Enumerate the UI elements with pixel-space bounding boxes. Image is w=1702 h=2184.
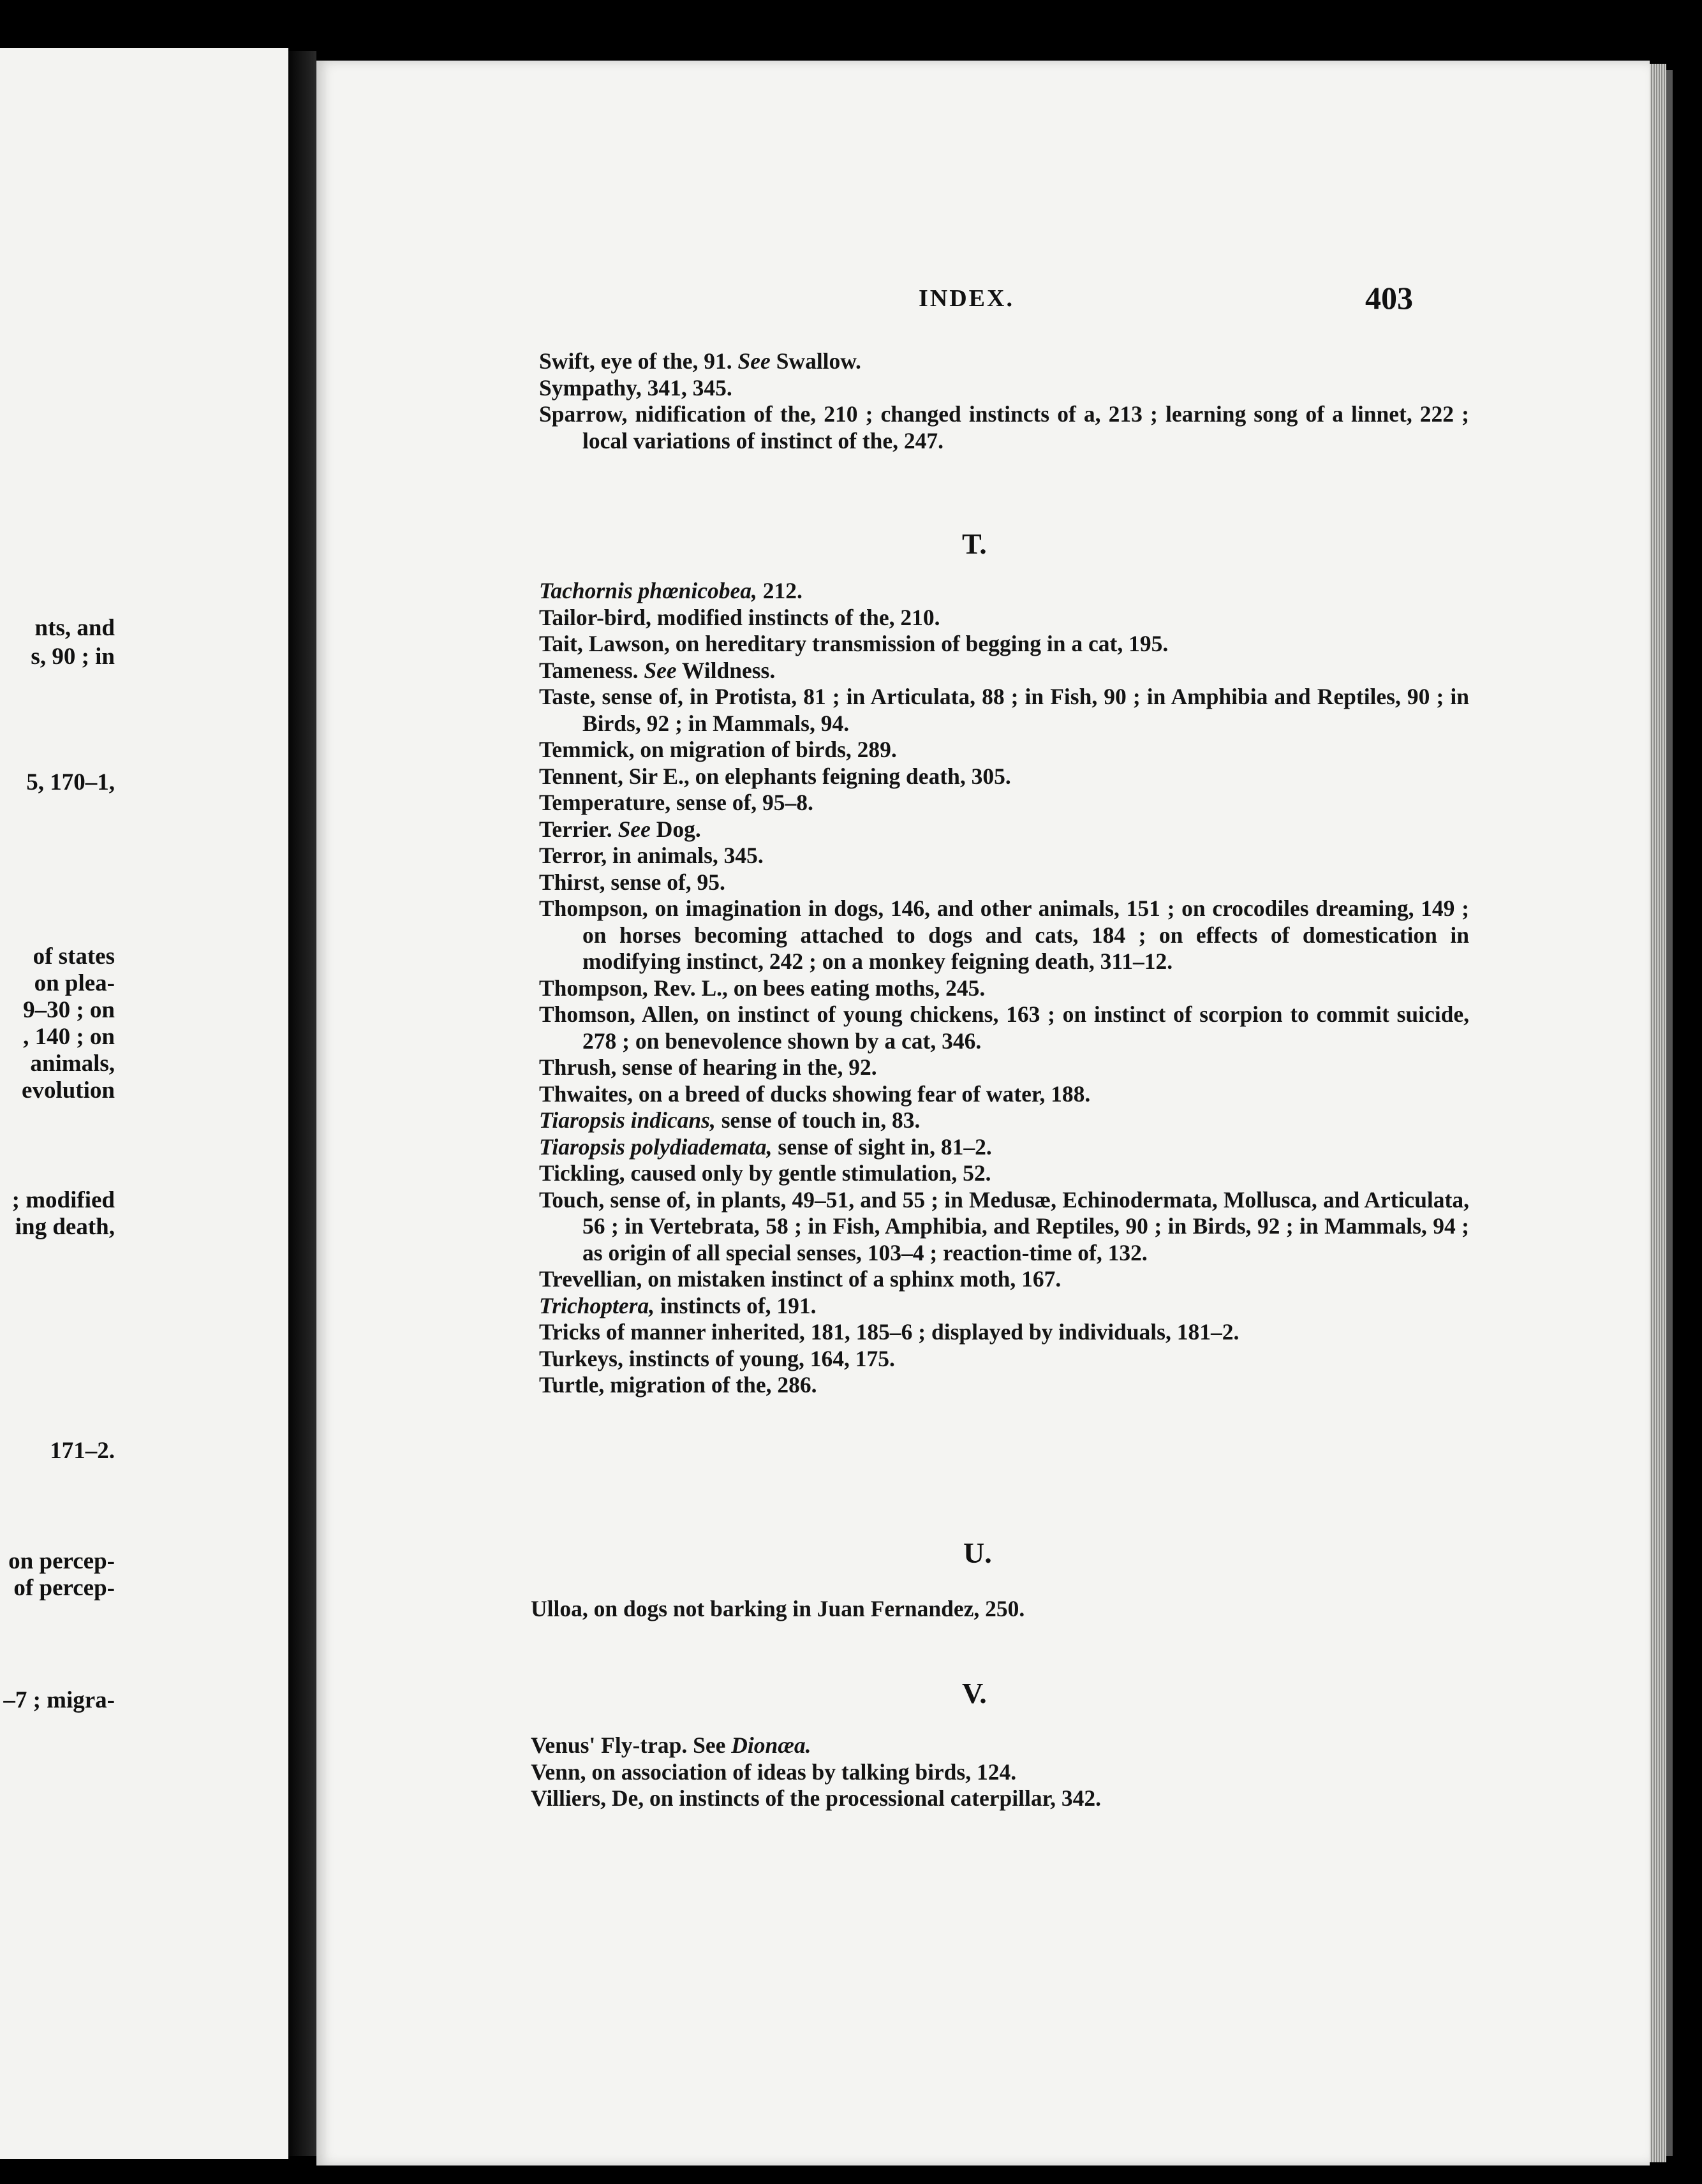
section-letter-t: T.	[962, 528, 987, 560]
page-number: 403	[1365, 280, 1413, 316]
index-entry: Temperature, sense of, 95–8.	[539, 790, 813, 815]
index-entry: Turtle, migration of the, 286.	[539, 1372, 817, 1398]
index-entries-s	[539, 348, 1469, 454]
index-entry: Thompson, on imagination in dogs, 146, and other animals, 151 ; on crocodiles dreaming, 149 ; on horses becoming attached to dogs and cats, 184 ; on effects of domestication in modifying instinct, 242 ; on a monkey feigning death, 311–12.	[539, 896, 1469, 974]
index-entry: Tait, Lawson, on hereditary transmission of begging in a cat, 195.	[539, 631, 1169, 656]
index-entry: Tennent, Sir E., on elephants feigning death, 305.	[539, 763, 1011, 789]
index-entry: Tiaropsis polydiademata, sense of sight in, 81–2.	[539, 1133, 992, 1160]
index-entry: Venn, on association of ideas by talking birds, 124.	[531, 1759, 1017, 1785]
left-fragment: 5, 170–1,	[26, 769, 115, 795]
left-fragment: animals,	[30, 1051, 115, 1077]
index-entry: Trichoptera, instincts of, 191.	[539, 1292, 817, 1318]
left-fragment: , 140 ; on	[23, 1024, 115, 1050]
index-entry: Trevellian, on mistaken instinct of a sphinx moth, 167.	[539, 1266, 1062, 1292]
index-entry: Sympathy, 341, 345.	[539, 374, 732, 401]
index-entry: Swift, eye of the, 91. See Swallow.	[539, 348, 861, 374]
running-header: INDEX.	[919, 285, 1014, 312]
left-fragment: evolution	[22, 1077, 115, 1103]
index-entries-t	[539, 578, 1469, 1399]
index-entry: Thirst, sense of, 95.	[539, 869, 725, 895]
index-entry: Temmick, on migration of birds, 289.	[539, 737, 897, 762]
index-entry: Terrier. See Dog.	[539, 816, 701, 842]
section-letter-v: V.	[962, 1677, 987, 1709]
left-fragment: on percep-	[8, 1548, 115, 1574]
index-entry: Tailor-bird, modified instincts of the, 210.	[539, 604, 940, 630]
left-fragment: ; modified	[11, 1187, 115, 1213]
index-entry: Sparrow, nidification of the, 210 ; changed instincts of a, 213 ; learning song of a linnet, 222 ; local variations of instinct of the, 247.	[539, 401, 1469, 454]
index-entry: Tickling, caused only by gentle stimulation, 52.	[539, 1160, 991, 1186]
index-entry: Tameness. See Wildness.	[539, 657, 776, 683]
left-fragment: ing death,	[15, 1214, 115, 1240]
page-edge	[1650, 64, 1666, 2162]
left-fragment: –7 ; migra-	[3, 1687, 115, 1713]
index-entry: Taste, sense of, in Protista, 81 ; in Articulata, 88 ; in Fish, 90 ; in Amphibia and Reptiles, 90 ; in Birds, 92 ; in Mammals, 94.	[539, 684, 1469, 736]
left-fragment: of states	[33, 943, 115, 970]
book-gutter	[288, 51, 316, 2156]
index-entry: Ulloa, on dogs not barking in Juan Fernandez, 250.	[531, 1596, 1025, 1621]
left-fragment: 9–30 ; on	[23, 997, 115, 1023]
index-entry: Terror, in animals, 345.	[539, 843, 764, 868]
left-page	[0, 48, 288, 2159]
index-entry: Thomson, Allen, on instinct of young chickens, 163 ; on instinct of scorpion to commit suicide, 278 ; on benevolence shown by a cat, 346.	[539, 1001, 1469, 1054]
left-fragment: of percep-	[13, 1575, 115, 1601]
index-entry: Venus' Fly-trap. See Dionæa.	[531, 1732, 811, 1758]
index-entry: Thompson, Rev. L., on bees eating moths, 245.	[539, 975, 986, 1001]
index-entry: Turkeys, instincts of young, 164, 175.	[539, 1345, 895, 1371]
left-fragment: s, 90 ; in	[31, 644, 115, 670]
page-edge-shadow	[1666, 70, 1673, 2156]
index-entry: Touch, sense of, in plants, 49–51, and 55 ; in Medusæ, Echinodermata, Mollusca, and Articulata, 56 ; in Vertebrata, 58 ; in Fish, Amphibia, and Reptiles, 90 ; in Birds, 92 ; in Mammals, 94 ; as origin of all special senses, 103–4 ; reaction-time of, 132.	[539, 1186, 1469, 1265]
index-entry: Thrush, sense of hearing in the, 92.	[539, 1054, 877, 1080]
left-fragment: on plea-	[34, 970, 115, 996]
index-entry: Tachornis phœnicobea, 212.	[539, 578, 803, 603]
index-entries-u	[531, 1596, 1461, 1623]
left-fragment: nts, and	[34, 615, 115, 641]
section-letter-u: U.	[963, 1537, 992, 1569]
index-entry: Tiaropsis indicans, sense of touch in, 83.	[539, 1107, 921, 1133]
index-entry: Villiers, De, on instincts of the processional caterpillar, 342.	[531, 1785, 1102, 1811]
index-entries-v	[531, 1732, 1461, 1812]
left-fragment: 171–2.	[50, 1438, 115, 1464]
index-entry: Tricks of manner inherited, 181, 185–6 ; displayed by individuals, 181–2.	[539, 1319, 1240, 1345]
index-entry: Thwaites, on a breed of ducks showing fear of water, 188.	[539, 1081, 1091, 1107]
